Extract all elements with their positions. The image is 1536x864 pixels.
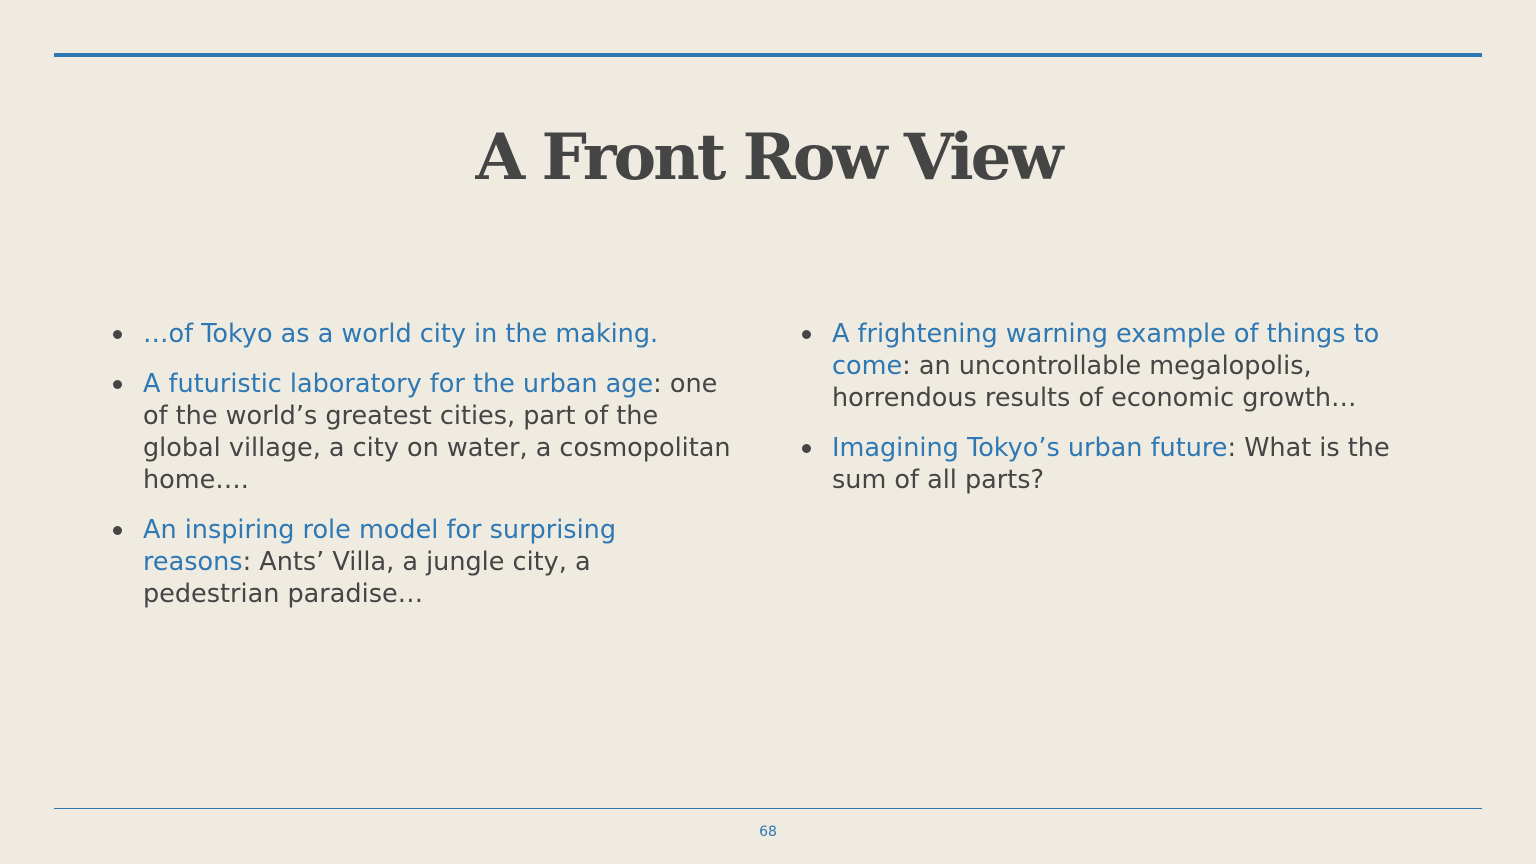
bottom-rule <box>54 808 1482 809</box>
bullet-dot-icon <box>113 380 122 389</box>
bullet-dot-icon <box>113 526 122 535</box>
top-rule <box>54 53 1482 57</box>
bullet-text: : an uncontrollable megalopolis, horrendous results of economic growth… <box>832 351 1357 413</box>
bullet-highlight: Imagining Tokyo’s urban future <box>832 433 1228 463</box>
bullet-highlight: …of Tokyo as a world city in the making. <box>143 319 659 349</box>
bullet-highlight: A futuristic laboratory for the urban age <box>143 369 654 399</box>
bullet-dot-icon <box>802 444 811 453</box>
page-number: 68 <box>759 824 777 840</box>
bullet-dot-icon <box>802 330 811 339</box>
bullet-text: : What is the sum of all parts? <box>832 433 1390 495</box>
right-bullet-list <box>800 318 1440 514</box>
bullet-text: : one of the world’s greatest cities, part of the global village, a city on water, a cosmopolitan home…. <box>143 369 731 495</box>
bullet-dot-icon <box>113 330 122 339</box>
bullet-text: : Ants’ Villa, a jungle city, a pedestrian paradise… <box>143 547 591 609</box>
bullet-highlight: A frightening warning example of things to come <box>832 319 1380 381</box>
bullet-item <box>800 318 1440 414</box>
left-bullet-list <box>111 318 731 628</box>
bullet-highlight: An inspiring role model for surprising reasons <box>143 515 617 577</box>
bullet-item <box>111 514 731 610</box>
bullet-item <box>111 368 731 496</box>
bullet-item <box>111 318 731 350</box>
slide-title: A Front Row View <box>475 120 1061 195</box>
bullet-item <box>800 432 1440 496</box>
